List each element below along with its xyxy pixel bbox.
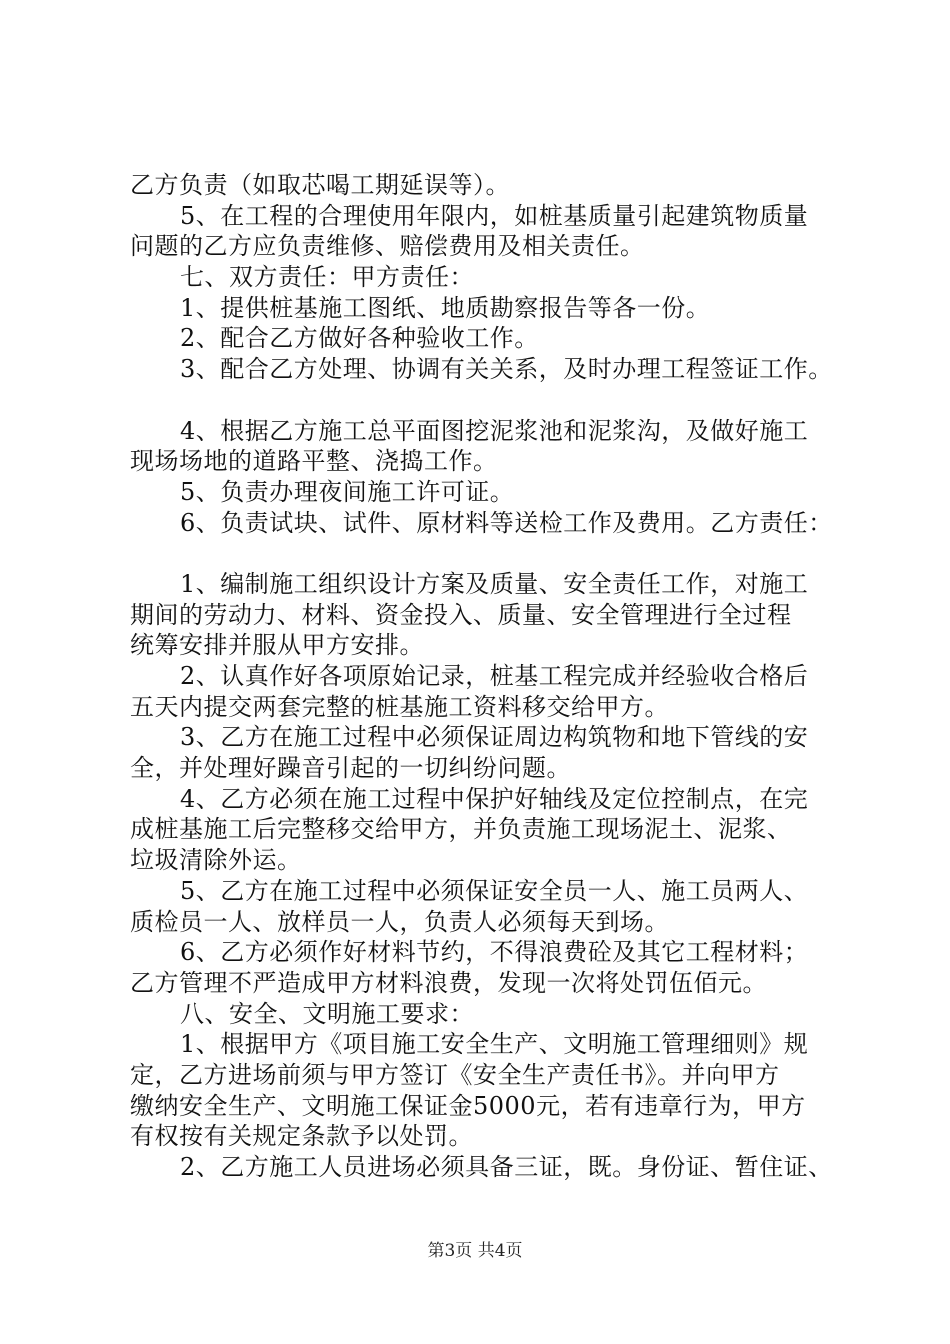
text-line: 乙方管理不严造成甲方材料浪费，发现一次将处罚伍佰元。 <box>130 968 767 997</box>
text-line: 2、配合乙方做好各种验收工作。 <box>180 324 539 353</box>
paragraph-gap <box>130 538 850 569</box>
text-line: 五天内提交两套完整的桩基施工资料移交给甲方。 <box>130 692 669 721</box>
text-line: 期间的劳动力、材料、资金投入、质量、安全管理进行全过程 <box>130 600 792 629</box>
text-line: 6、乙方必须作好材料节约，不得浪费砼及其它工程材料； <box>180 938 809 967</box>
paragraph-gap <box>130 385 850 416</box>
text-line: 3、乙方在施工过程中必须保证周边构筑物和地下管线的安 <box>180 723 809 752</box>
text-line: 问题的乙方应负责维修、赔偿费用及相关责任。 <box>130 232 645 261</box>
text-line: 5、乙方在施工过程中必须保证安全员一人、施工员两人、 <box>180 876 809 905</box>
text-line: 质检员一人、放样员一人，负责人必须每天到场。 <box>130 907 669 936</box>
text-line: 2、乙方施工人员进场必须具备三证，既。身份证、暂住证、 <box>180 1153 833 1181</box>
text-line: 有权按有关规定条款予以处罚。 <box>130 1122 473 1151</box>
text-line: 定，乙方进场前须与甲方签订《安全生产责任书》。并向甲方 <box>130 1060 780 1089</box>
text-line: 垃圾清除外运。 <box>130 846 302 875</box>
text-line: 统筹安排并服从甲方安排。 <box>130 631 424 660</box>
text-line: 1、根据甲方《项目施工安全生产、文明施工管理细则》规 <box>180 1030 809 1059</box>
section-heading: 八、安全、文明施工要求： <box>180 999 474 1028</box>
text-line: 4、乙方必须在施工过程中保护好轴线及定位控制点，在完 <box>180 784 809 813</box>
text-line: 5、在工程的合理使用年限内，如桩基质量引起建筑物质量 <box>180 201 809 230</box>
text-line: 全，并处理好躁音引起的一切纠纷问题。 <box>130 754 571 783</box>
page-number-footer: 第3页 共4页 <box>427 1241 523 1261</box>
text-line: 缴纳安全生产、文明施工保证金5000元，若有违章行为，甲方 <box>130 1091 806 1120</box>
section-heading: 七、双方责任：甲方责任： <box>180 263 474 292</box>
text-line: 现场场地的道路平整、浇捣工作。 <box>130 447 498 476</box>
text-line: 5、负责办理夜间施工许可证。 <box>180 477 515 506</box>
text-line: 乙方负责（如取芯喝工期延误等）。 <box>130 171 510 199</box>
text-line: 3、配合乙方处理、协调有关关系，及时办理工程签证工作。 <box>180 355 833 384</box>
document-body <box>130 170 850 1183</box>
text-line: 4、根据乙方施工总平面图挖泥浆池和泥浆沟，及做好施工 <box>180 416 809 445</box>
text-line: 1、编制施工组织设计方案及质量、安全责任工作，对施工 <box>180 569 809 598</box>
text-line: 成桩基施工后完整移交给甲方，并负责施工现场泥土、泥浆、 <box>130 815 792 844</box>
text-line: 6、负责试块、试件、原材料等送检工作及费用。乙方责任： <box>180 508 833 537</box>
text-line: 1、提供桩基施工图纸、地质勘察报告等各一份。 <box>180 293 711 322</box>
text-line: 2、认真作好各项原始记录，桩基工程完成并经验收合格后 <box>180 662 809 690</box>
